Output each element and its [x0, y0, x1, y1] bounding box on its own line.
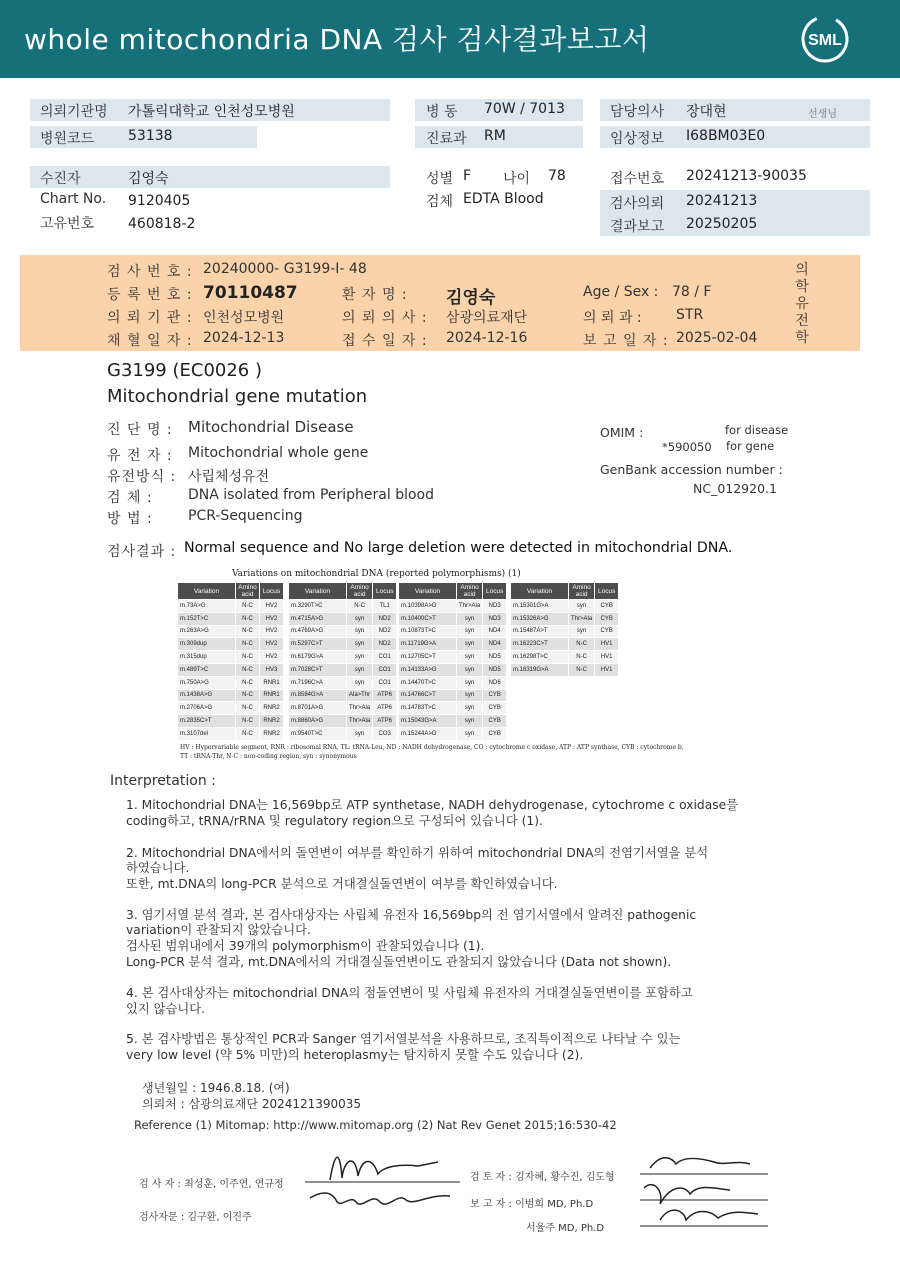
table-cell: m.4769A>G	[289, 625, 347, 638]
report-title: whole mitochondria DNA 검사 검사결과보고서	[24, 23, 650, 56]
omim-gene: for gene	[726, 439, 775, 453]
band-requester: 삼광의료재단	[446, 310, 528, 326]
table-row	[399, 702, 507, 715]
table-cell: m.12705C>T	[399, 651, 457, 664]
table-cell: CYB	[595, 600, 619, 613]
band-report: 2025-02-04	[676, 330, 758, 346]
variants-table-col2	[288, 582, 397, 741]
table-row	[511, 625, 619, 638]
ward-label: 병 동	[426, 104, 458, 120]
table-row	[399, 715, 507, 728]
table-row	[289, 676, 397, 689]
table-cell: syn	[347, 727, 373, 740]
reviewer-names: 검 토 자 : 김자혜, 황수진, 김도형	[470, 1172, 615, 1183]
institution-value: 가톨릭대학교 인천성모병원	[128, 104, 295, 120]
table-cell: Thr>Ala	[347, 715, 373, 728]
table-header: Variation	[399, 583, 457, 600]
table-cell: ND3	[483, 600, 507, 613]
table-cell: m.315dup	[178, 651, 236, 664]
table-cell: ATP6	[373, 689, 397, 702]
interp-p5a: 5. 본 검사방법은 통상적인 PCR과 Sanger 염기서열분석을 사용하므로, 조직특이적으로 나타날 수 있는	[126, 1032, 681, 1046]
table-cell: m.7196C>A	[289, 676, 347, 689]
table-cell: m.16223C>T	[511, 638, 569, 651]
doctor-label: 담당의사	[610, 104, 665, 120]
variants-table-col3	[398, 582, 507, 741]
table-row	[289, 638, 397, 651]
table-row	[289, 600, 397, 613]
table-cell: RNR2	[260, 727, 284, 740]
age-label: 나이	[503, 171, 531, 187]
gene-label: 유 전 자 :	[107, 448, 173, 464]
table-cell: N-C	[236, 663, 260, 676]
table-header: Variation	[511, 583, 569, 600]
table-cell: m.14133A>G	[399, 663, 457, 676]
reporter2-name: 서율주 MD, Ph.D	[526, 1223, 605, 1234]
table-cell: syn	[347, 625, 373, 638]
table-cell: m.73A>G	[178, 600, 236, 613]
table-cell: ND5	[483, 651, 507, 664]
table-cell: ND4	[483, 625, 507, 638]
table-row	[178, 702, 284, 715]
band-inst-label: 의 뢰 기 관 :	[107, 310, 193, 326]
table-cell: m.4715A>G	[289, 612, 347, 625]
table-cell: syn	[457, 702, 483, 715]
table-header: Locus	[260, 583, 284, 600]
table-row	[511, 600, 619, 613]
receipt-label: 접수번호	[610, 171, 665, 187]
table-cell: N-C	[569, 663, 595, 676]
interp-p1a: 1. Mitochondrial DNA는 16,569bp로 ATP synthetase, NADH dehydrogenase, cytochrome c oxidase를	[126, 798, 739, 812]
band-inst: 인천성모병원	[203, 310, 285, 326]
test-code: G3199 (EC0026 )	[107, 360, 262, 381]
table-cell: CYB	[483, 727, 507, 740]
table-cell: m.8860A>G	[289, 715, 347, 728]
table-cell: syn	[457, 689, 483, 702]
table-cell: m.3290T>C	[289, 600, 347, 613]
band-collect: 2024-12-13	[203, 330, 285, 346]
table-cell: syn	[457, 715, 483, 728]
table-cell: ND2	[373, 638, 397, 651]
table-cell: syn	[457, 625, 483, 638]
tester-signature	[300, 1140, 470, 1225]
table-cell: m.14470T>C	[399, 676, 457, 689]
id-value: 460818-2	[128, 216, 196, 232]
table-cell: N-C	[236, 715, 260, 728]
table-cell: syn	[457, 663, 483, 676]
table-row	[289, 625, 397, 638]
table-header: Amino acid	[569, 583, 595, 600]
variants-table-col4	[510, 582, 619, 677]
band-age-sex-label: Age / Sex :	[583, 284, 659, 300]
tester-names: 검 사 자 : 최성훈, 이주연, 연규정	[139, 1179, 284, 1190]
table-cell: syn	[347, 651, 373, 664]
table-cell: m.152T>C	[178, 612, 236, 625]
table-cell: N-C	[236, 638, 260, 651]
inherit-label: 유전방식 :	[107, 469, 177, 485]
table-cell: Thr>Ala	[347, 702, 373, 715]
table-row	[178, 727, 284, 740]
chart-label: Chart No.	[40, 191, 107, 207]
ward-value: 70W / 7013	[484, 101, 565, 117]
table-cell: m.10400C>T	[399, 612, 457, 625]
specimen-detail-value: DNA isolated from Peripheral blood	[188, 487, 435, 503]
table-cell: ND3	[483, 612, 507, 625]
table-cell: N-C	[236, 625, 260, 638]
table-cell: m.16298T>C	[511, 651, 569, 664]
table-row	[399, 689, 507, 702]
table-cell: HV1	[595, 651, 619, 664]
table-cell: ATP6	[373, 702, 397, 715]
interp-p3b: variation이 관찰되지 않았습니다.	[126, 923, 311, 937]
table-cell: syn	[569, 600, 595, 613]
table-cell: CO1	[373, 663, 397, 676]
patient-value: 김영숙	[128, 171, 169, 187]
sml-logo	[798, 12, 852, 66]
test-name: Mitochondrial gene mutation	[107, 386, 368, 407]
table-cell: HV2	[260, 638, 284, 651]
omim-disease: for disease	[725, 423, 789, 437]
table-row	[289, 663, 397, 676]
reviewer-signature	[640, 1148, 770, 1238]
interp-p4b: 있지 않습니다.	[126, 1002, 206, 1016]
report-label: 결과보고	[610, 219, 665, 235]
band-patient: 김영숙	[446, 288, 496, 308]
interp-p3a: 3. 염기서열 분석 결과, 본 검사대상자는 사립체 유전자 16,569bp의 전 염기서열에서 알려진 pathogenic	[126, 908, 697, 922]
table-cell: RNR2	[260, 702, 284, 715]
chart-value: 9120405	[128, 193, 191, 209]
band-test-no: 20240000- G3199-I- 48	[203, 261, 367, 277]
table-cell: m.15326A>G	[511, 612, 569, 625]
table-cell: CO1	[373, 676, 397, 689]
method-label: 방 법 :	[107, 511, 153, 527]
variants-table-col1	[177, 582, 284, 741]
band-reg-no-label: 등 록 번 호 :	[107, 287, 193, 303]
table-cell: m.11719G>A	[399, 638, 457, 651]
table-row	[511, 638, 619, 651]
table-cell: N-C	[236, 676, 260, 689]
table-cell: ND5	[483, 663, 507, 676]
table-cell: Thr>Ala	[457, 600, 483, 613]
band-collect-label: 채 혈 일 자 :	[107, 333, 193, 349]
table-cell: syn	[569, 625, 595, 638]
table-cell: N-C	[569, 638, 595, 651]
table-header: Variation	[178, 583, 236, 600]
interp-p4a: 4. 본 검사대상자는 mitochondrial DNA의 점돌연변이 및 사립체 유전자의 거대결실돌연변이를 포함하고	[126, 986, 693, 1000]
table-row	[289, 715, 397, 728]
table-cell: m.15244A>G	[399, 727, 457, 740]
table-row	[178, 663, 284, 676]
table-cell: m.2706A>G	[178, 702, 236, 715]
table-row	[399, 676, 507, 689]
table-header: Variation	[289, 583, 347, 600]
table-cell: m.3107del	[178, 727, 236, 740]
table-row	[178, 625, 284, 638]
table-cell: HV2	[260, 600, 284, 613]
table-cell: HV2	[260, 651, 284, 664]
band-requester-label: 의 뢰 의 사 :	[342, 310, 428, 326]
table-cell: N-C	[236, 612, 260, 625]
interp-p2b: 하였습니다.	[126, 861, 190, 875]
table-cell: m.2835C>T	[178, 715, 236, 728]
band-report-label: 보 고 일 자 :	[583, 333, 669, 349]
table-note-2: TT : tRNA-Thr, N-C : non-coding region, syn : synonymous	[180, 753, 357, 760]
table-cell: N-C	[236, 689, 260, 702]
table-header: Locus	[595, 583, 619, 600]
table-cell: HV2	[260, 612, 284, 625]
table-row	[178, 651, 284, 664]
table-row	[289, 727, 397, 740]
table-cell: syn	[347, 612, 373, 625]
table-cell: syn	[457, 638, 483, 651]
table-cell: m.15301G>A	[511, 600, 569, 613]
band-dept-label: 의 뢰 과 :	[583, 310, 642, 326]
institution-label: 의뢰기관명	[40, 104, 108, 120]
clinical-label: 임상정보	[610, 131, 665, 147]
table-cell: syn	[347, 638, 373, 651]
table-row	[178, 676, 284, 689]
table-cell: TL1	[373, 600, 397, 613]
table-cell: Ala>Thr	[347, 689, 373, 702]
interp-p3d: Long-PCR 분석 결과, mt.DNA에서의 거대결실돌연변이도 관찰되지 않았습니다 (Data not shown).	[126, 955, 672, 969]
table-cell: syn	[457, 676, 483, 689]
table-row	[289, 689, 397, 702]
table-row	[178, 715, 284, 728]
table-row	[289, 702, 397, 715]
table-row	[178, 638, 284, 651]
table-cell: m.10873T>C	[399, 625, 457, 638]
table-cell: HV3	[260, 663, 284, 676]
table-cell: N-C	[236, 600, 260, 613]
table-cell: ND4	[483, 638, 507, 651]
band-reg-no: 70110487	[203, 283, 298, 303]
receipt-value: 20241213-90035	[686, 168, 807, 184]
table-cell: m.14783T>C	[399, 702, 457, 715]
table-cell: m.14766C>T	[399, 689, 457, 702]
table-cell: syn	[347, 663, 373, 676]
table-cell: m.9540T>C	[289, 727, 347, 740]
table-cell: N-C	[236, 727, 260, 740]
age-value: 78	[548, 168, 566, 184]
table-cell: syn	[347, 676, 373, 689]
table-note-1: HV : Hypervariable segment, RNR : ribosomal RNA, TL: tRNA-Leu, ND : NADH dehydrogenase, CO : cytochrome c oxidase, ATP : ATP synthase, CYB : cytochrome b,	[180, 744, 684, 751]
table-cell: ND6	[483, 676, 507, 689]
table-row	[289, 612, 397, 625]
table-row	[511, 663, 619, 676]
table-cell: m.8701A>G	[289, 702, 347, 715]
dept-value: RM	[484, 128, 506, 144]
specimen-value: EDTA Blood	[463, 191, 544, 207]
genbank-value: NC_012920.1	[693, 481, 777, 496]
table-row	[399, 625, 507, 638]
interp-p1b: coding하고, tRNA/rRNA 및 regulatory region으로 구성되어 있습니다 (1).	[126, 814, 543, 828]
advisor-names: 검사자문 : 김구환, 이진주	[139, 1212, 252, 1223]
band-dept: STR	[676, 307, 704, 323]
result-value: Normal sequence and No large deletion were detected in mitochondrial DNA.	[184, 540, 733, 556]
inherit-value: 사립체성유전	[188, 469, 270, 485]
table-row	[178, 612, 284, 625]
table-cell: m.16319G>A	[511, 663, 569, 676]
table-cell: CYB	[595, 625, 619, 638]
sex-label: 성별	[426, 171, 454, 187]
table-cell: m.10398A>G	[399, 600, 457, 613]
table-row	[399, 638, 507, 651]
table-cell: Thr>Ala	[569, 612, 595, 625]
table-cell: N-C	[347, 600, 373, 613]
doctor-value: 장대현	[686, 104, 727, 120]
table-cell: CYB	[483, 702, 507, 715]
reporter-names: 보 고 자 : 이범희 MD, Ph.D	[470, 1199, 594, 1210]
table-cell: CO1	[373, 651, 397, 664]
interpretation-title: Interpretation :	[110, 773, 216, 789]
table-cell: m.5297C>T	[289, 638, 347, 651]
diag-value: Mitochondrial Disease	[188, 418, 354, 436]
interp-p2a: 2. Mitochondrial DNA에서의 돌연변이 여부를 확인하기 위하여 mitochondrial DNA의 전염기서열을 분석	[126, 846, 709, 860]
table-cell: syn	[457, 651, 483, 664]
request-value: 20241213	[686, 193, 758, 209]
request-label: 검사의뢰	[610, 196, 665, 212]
report-value: 20250205	[686, 216, 758, 232]
table-cell: syn	[457, 612, 483, 625]
patient-label: 수진자	[40, 171, 81, 187]
gene-value: Mitochondrial whole gene	[188, 445, 369, 461]
client-info: 의뢰처 : 삼광의료재단 2024121390035	[142, 1097, 362, 1111]
clinical-value: I68BM03E0	[686, 128, 766, 144]
table-row	[399, 600, 507, 613]
table-cell: m.15043G>A	[399, 715, 457, 728]
table-header: Locus	[483, 583, 507, 600]
table-cell: CYB	[483, 689, 507, 702]
table-row	[511, 612, 619, 625]
table-row	[399, 612, 507, 625]
interp-p5b: very low level (약 5% 미만)의 heteroplasmy는 탐지하지 못할 수도 있습니다 (2).	[126, 1048, 584, 1062]
table-cell: RNR1	[260, 689, 284, 702]
table-row	[399, 651, 507, 664]
table-cell: ND2	[373, 625, 397, 638]
band-age-sex: 78 / F	[672, 284, 712, 300]
date-of-birth: 생년월일 : 1946.8.18. (여)	[142, 1081, 290, 1095]
table-cell: m.15487A>T	[511, 625, 569, 638]
hospital-code-label: 병원코드	[40, 131, 95, 147]
table-cell: HV1	[595, 638, 619, 651]
table-cell: CYB	[483, 715, 507, 728]
reference: Reference (1) Mitomap: http://www.mitomap.org (2) Nat Rev Genet 2015;16:530-42	[134, 1118, 617, 1132]
id-label: 고유번호	[40, 216, 95, 232]
dept-vertical-label: 의 학 유 전 학	[795, 262, 809, 346]
sex-value: F	[463, 168, 472, 184]
interp-p2c: 또한, mt.DNA의 long-PCR 분석으로 거대결실돌연변이 여부를 확인하였습니다.	[126, 877, 558, 891]
doctor-suffix: 선생님	[808, 109, 837, 120]
report-header	[0, 0, 900, 78]
table-row	[399, 727, 507, 740]
genbank-label: GenBank accession number :	[600, 462, 783, 477]
table-cell: m.6179G>A	[289, 651, 347, 664]
diag-label: 진 단 명 :	[107, 422, 173, 438]
table-cell: m.7028C>T	[289, 663, 347, 676]
result-label: 검사결과 :	[107, 544, 177, 560]
table-cell: m.263A>G	[178, 625, 236, 638]
table-row	[289, 651, 397, 664]
band-test-no-label: 검 사 번 호 :	[107, 264, 193, 280]
table-cell: HV2	[260, 625, 284, 638]
variants-table-title: Variations on mitochondrial DNA (reported polymorphisms) (1)	[232, 569, 521, 579]
svg-text:SML: SML	[808, 32, 842, 49]
table-cell: ND2	[373, 612, 397, 625]
band-receipt: 2024-12-16	[446, 330, 528, 346]
table-cell: RNR2	[260, 715, 284, 728]
table-cell: m.750A>G	[178, 676, 236, 689]
specimen-label: 검체	[426, 194, 454, 210]
table-cell: m.489T>C	[178, 663, 236, 676]
table-header: Amino acid	[347, 583, 373, 600]
table-row	[178, 689, 284, 702]
omim-number: *590050	[662, 440, 712, 454]
table-cell: N-C	[569, 651, 595, 664]
table-cell: N-C	[236, 651, 260, 664]
table-header: Locus	[373, 583, 397, 600]
table-row	[511, 651, 619, 664]
table-row	[178, 600, 284, 613]
table-cell: m.1438A>G	[178, 689, 236, 702]
interp-p3c: 검사된 범위내에서 39개의 polymorphism이 관찰되었습니다 (1).	[126, 939, 485, 953]
omim-label: OMIM :	[600, 425, 644, 440]
table-cell: CO3	[373, 727, 397, 740]
band-receipt-label: 접 수 일 자 :	[342, 333, 428, 349]
table-cell: CYB	[595, 612, 619, 625]
table-cell: HV1	[595, 663, 619, 676]
table-cell: m.8584G>A	[289, 689, 347, 702]
table-cell: N-C	[236, 702, 260, 715]
hospital-code-value: 53138	[128, 128, 173, 144]
table-header: Amino acid	[236, 583, 260, 600]
table-cell: m.309dup	[178, 638, 236, 651]
band-patient-label: 환 자 명 :	[342, 287, 408, 303]
dept-label: 진료과	[426, 131, 467, 147]
specimen-detail-label: 검 체 :	[107, 490, 153, 506]
table-cell: RNR1	[260, 676, 284, 689]
table-header: Amino acid	[457, 583, 483, 600]
table-cell: ATP6	[373, 715, 397, 728]
table-cell: syn	[457, 727, 483, 740]
table-row	[399, 663, 507, 676]
method-value: PCR-Sequencing	[188, 508, 303, 524]
